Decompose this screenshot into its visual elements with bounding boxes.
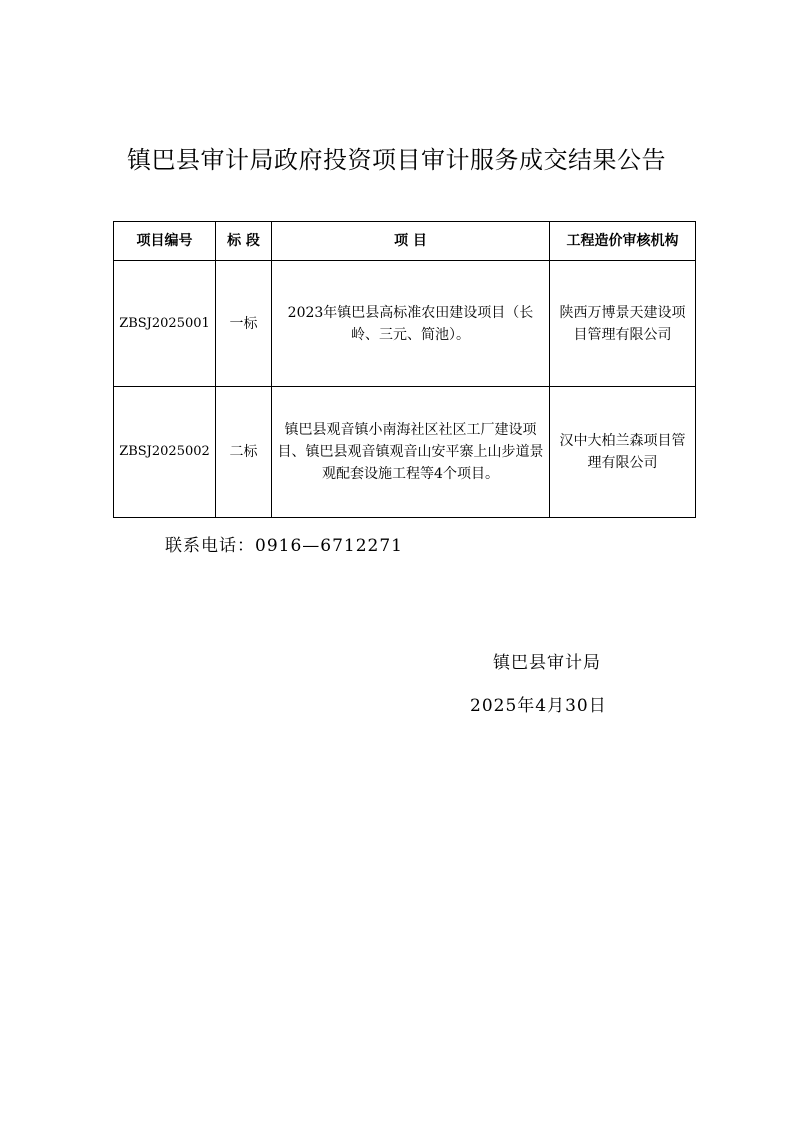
document-title: 镇巴县审计局政府投资项目审计服务成交结果公告: [127, 146, 666, 174]
issue-date: 2025年4月30日: [470, 696, 607, 716]
issuer-name: 镇巴县审计局: [493, 653, 601, 673]
header-project: 项 目: [272, 222, 550, 261]
table-row: [114, 387, 696, 518]
cell-project: 镇巴县观音镇小南海社区社区工厂建设项目、镇巴县观音镇观音山安平寨上山步道景观配套设施工程等4个项目。: [272, 387, 550, 518]
cell-section: 一标: [216, 261, 272, 387]
header-section: 标 段: [216, 222, 272, 261]
cell-section: 二标: [216, 387, 272, 518]
cell-project: 2023年镇巴县高标准农田建设项目（长岭、三元、简池）。: [272, 261, 550, 387]
table-header-row: [114, 222, 696, 261]
cell-agency: 陕西万博景天建设项目管理有限公司: [550, 261, 696, 387]
cell-project-code: ZBSJ2025002: [114, 387, 216, 518]
header-agency: 工程造价审核机构: [550, 222, 696, 261]
cell-agency: 汉中大柏兰森项目管理有限公司: [550, 387, 696, 518]
contact-phone: 联系电话：0916—6712271: [165, 536, 403, 556]
table-row: [114, 261, 696, 387]
results-table: [113, 221, 696, 518]
cell-project-code: ZBSJ2025001: [114, 261, 216, 387]
header-project-code: 项目编号: [114, 222, 216, 261]
